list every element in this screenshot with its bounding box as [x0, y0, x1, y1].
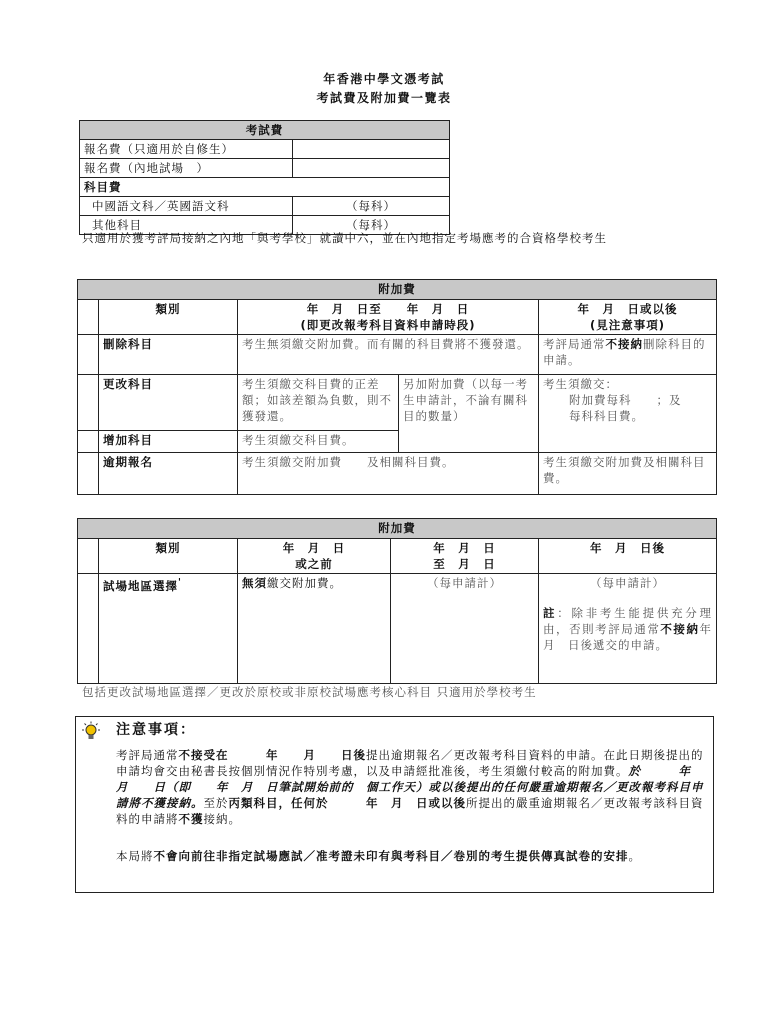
venue-after-note: 註：除非考生能提供充分理由，否則考評局通常不接納年 月 日後遞交的申請。	[543, 606, 725, 652]
delete-subject-period: 考生無須繳交附加費。而有關的科目費將不獲發還。	[238, 335, 539, 375]
notes-title: 注意事項：	[116, 722, 196, 738]
add-subject-period: 考生須繳交科目費。	[238, 431, 399, 453]
mainland-registration-fee-label: 報名費（內地試場 ）	[80, 159, 293, 178]
venue-on-or-before-value: 無須繳交附加費。	[238, 574, 391, 684]
venue-footnote: 包括更改試場地區選擇／更改於原校或非原校試場應考核心科目 只適用於學校考生	[82, 685, 537, 699]
exam-fee-header: 考試費	[80, 121, 450, 140]
late-entry-period: 考生須繳交附加費 及相關科目費。	[238, 453, 539, 495]
change-subject-extra-fee: 另加附加費（以每一考生申請計，不論有關科目的數量）	[399, 375, 539, 453]
surcharge-header: 附加費	[78, 280, 717, 300]
notes-box	[75, 716, 714, 893]
change-subject-label: 更改科目	[99, 375, 238, 431]
category-col-header: 類別	[99, 300, 238, 335]
surcharge-table-amendments	[77, 279, 717, 495]
venue-category-col-header: 類別	[99, 539, 238, 574]
add-subject-label: 增加科目	[99, 431, 238, 453]
language-subject-fee-value: （每科）	[293, 197, 450, 216]
venue-surcharge-header: 附加費	[78, 519, 717, 539]
venue-after-col-header: 年 月 日後	[539, 539, 717, 574]
change-subject-after: 考生須繳交： 附加費每科 ；及 每科科目費。	[539, 375, 717, 453]
after-date-col-header: 年 月 日或以後 (見注意事項)	[539, 300, 717, 335]
amendment-period-col-header: 年 月 日至 年 月 日 (即更改報考科目資料申請時段)	[238, 300, 539, 335]
venue-between-value: （每申請計）	[391, 574, 539, 684]
late-entry-label: 逾期報名	[99, 453, 238, 495]
notes-paragraph-1: 考評局通常不接受在 年 月 日後提出逾期報名／更改報考科目資料的申請。在此日期後提出的申請均會交由秘書長按個別情況作特別考慮，以及申請經批准後，考生須繳付較高的附加費。於 年 月 日（即 年 月 日筆試開始前的 個工作天）或以後提出的任何嚴重逾期報名／更改報考科目申請將不獲接納。至於丙類科目，任何於 年 月 日或以後所提出的嚴重逾期報名／更改報考該科目資料的申請將不獲接納。	[116, 748, 704, 826]
page-subtitle: 考試費及附加費一覽表	[316, 91, 452, 105]
notes-paragraph-2: 本局將不會向前往非指定試場應試／准考證未印有與考科目／卷別的考生提供傳真試卷的安排。	[116, 849, 641, 863]
venue-on-or-before-col-header: 年 月 日 或之前	[238, 539, 391, 574]
venue-selection-label: 試場地區選擇'	[99, 574, 238, 684]
surcharge-table-venue	[77, 518, 725, 684]
subject-fee-header: 科目費	[80, 178, 450, 197]
language-subject-fee-label: 中國語文科／英國語文科	[80, 197, 293, 216]
other-subject-fee-value: （每科）	[293, 216, 450, 235]
page-title: 年香港中學文憑考試	[323, 72, 445, 86]
other-subject-fee-label: 其他科目	[80, 216, 293, 235]
late-entry-after: 考生須繳交附加費及相關科目費。	[539, 453, 717, 495]
registration-fee-value	[293, 140, 450, 159]
venue-after-value: （每申請計） 註：除非考生能提供充分理由，否則考評局通常不接納年 月 日後遞交的申請。	[539, 574, 717, 684]
exam-fee-footnote: 只適用於獲考評局接納之內地「與考學校」就讀中六，並在內地指定考場應考的合資格學校考生	[82, 231, 607, 245]
venue-between-col-header: 年 月 日 至 月 日	[391, 539, 539, 574]
exam-fee-table	[79, 120, 450, 235]
delete-subject-after: 考評局通常不接納刪除科目的申請。	[539, 335, 717, 375]
delete-subject-label: 刪除科目	[99, 335, 238, 375]
lightbulb-icon	[80, 721, 102, 743]
mainland-registration-fee-value	[293, 159, 450, 178]
change-subject-period: 考生須繳交科目費的正差額；如該差額為負數，則不獲發還。	[238, 375, 399, 431]
registration-fee-label: 報名費（只適用於自修生）	[80, 140, 293, 159]
